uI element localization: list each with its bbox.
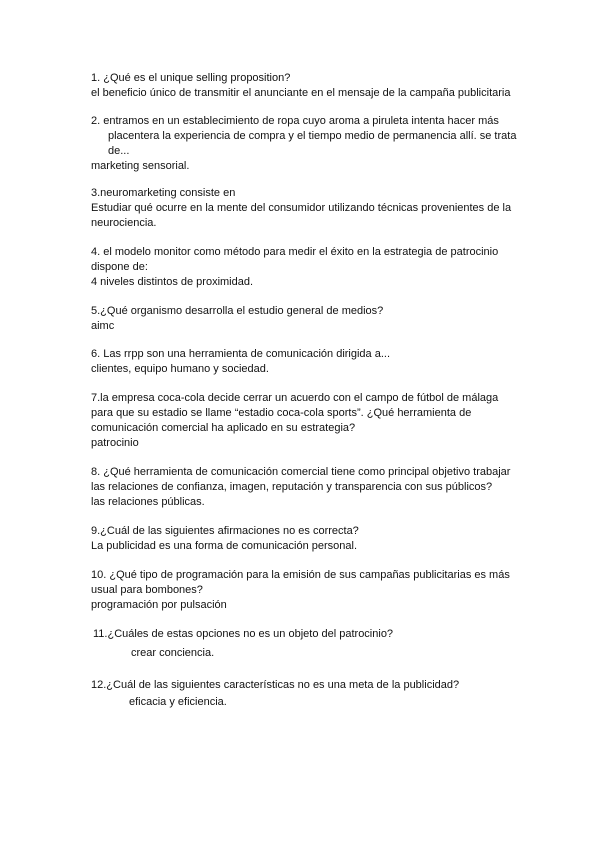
question-6: 6. Las rrpp son una herramienta de comunicación dirigida a...	[91, 348, 391, 360]
question-9: 9.¿Cuál de las siguientes afirmaciones no es correcta?	[91, 525, 359, 537]
answer-9: La publicidad es una forma de comunicación personal.	[91, 540, 357, 552]
answer-7: patrocinio	[91, 437, 139, 449]
answer-3-line-1: Estudiar qué ocurre en la mente del consumidor utilizando técnicas provenientes de la	[91, 202, 512, 214]
answer-8: las relaciones públicas.	[91, 496, 205, 508]
question-2-line-2: placentera la experiencia de compra y el tiempo medio de permanencia allí. se trata	[108, 130, 517, 142]
qa-block-11	[93, 627, 533, 661]
question-7-line-3: comunicación comercial ha aplicado en su estrategia?	[91, 422, 356, 434]
question-4-line-2: dispone de:	[91, 261, 148, 273]
answer-10: programación por pulsación	[91, 599, 227, 611]
answer-1: el beneficio único de transmitir el anunciante en el mensaje de la campaña publicitaria	[91, 87, 511, 99]
answer-12: eficacia y eficiencia.	[129, 696, 227, 708]
qa-block-8	[91, 465, 531, 510]
answer-3-line-2: neurociencia.	[91, 217, 157, 229]
answer-11: crear conciencia.	[131, 647, 215, 659]
qa-block-1	[91, 71, 531, 101]
qa-block-12	[91, 678, 531, 710]
qa-block-5	[91, 304, 531, 334]
question-5: 5.¿Qué organismo desarrolla el estudio general de medios?	[91, 305, 384, 317]
answer-2: marketing sensorial.	[91, 160, 190, 172]
question-2-line-1: 2. entramos en un establecimiento de ropa cuyo aroma a piruleta intenta hacer más	[91, 115, 499, 127]
qa-block-4	[91, 245, 531, 290]
question-1: 1. ¿Qué es el unique selling proposition?	[91, 72, 291, 84]
question-7-line-1: 7.la empresa coca-cola decide cerrar un acuerdo con el campo de fútbol de málaga	[91, 392, 499, 404]
question-11: 11.¿Cuáles de estas opciones no es un objeto del patrocinio?	[93, 628, 394, 640]
qa-block-10	[91, 568, 531, 613]
qa-block-6	[91, 347, 531, 377]
question-4-line-1: 4. el modelo monitor como método para medir el éxito en la estrategia de patrocinio	[91, 246, 499, 258]
question-2-line-3: de...	[108, 145, 130, 157]
answer-4: 4 niveles distintos de proximidad.	[91, 276, 254, 288]
answer-5: aimc	[91, 320, 115, 332]
question-8-line-1: 8. ¿Qué herramienta de comunicación comercial tiene como principal objetivo trabajar	[91, 466, 511, 478]
qa-block-9	[91, 524, 531, 554]
question-7-line-2: para que su estadio se llame “estadio coca-cola sports”. ¿Qué herramienta de	[91, 407, 472, 419]
qa-block-3	[91, 186, 531, 231]
answer-6: clientes, equipo humano y sociedad.	[91, 363, 269, 375]
question-10-line-2: usual para bombones?	[91, 584, 203, 596]
question-10-line-1: 10. ¿Qué tipo de programación para la emisión de sus campañas publicitarias es más	[91, 569, 510, 581]
question-8-line-2: las relaciones de confianza, imagen, reputación y transparencia con sus públicos?	[91, 481, 493, 493]
question-3: 3.neuromarketing consiste en	[91, 187, 236, 199]
question-12: 12.¿Cuál de las siguientes características no es una meta de la publicidad?	[91, 679, 460, 691]
qa-block-7	[91, 391, 531, 451]
qa-block-2	[91, 114, 531, 174]
